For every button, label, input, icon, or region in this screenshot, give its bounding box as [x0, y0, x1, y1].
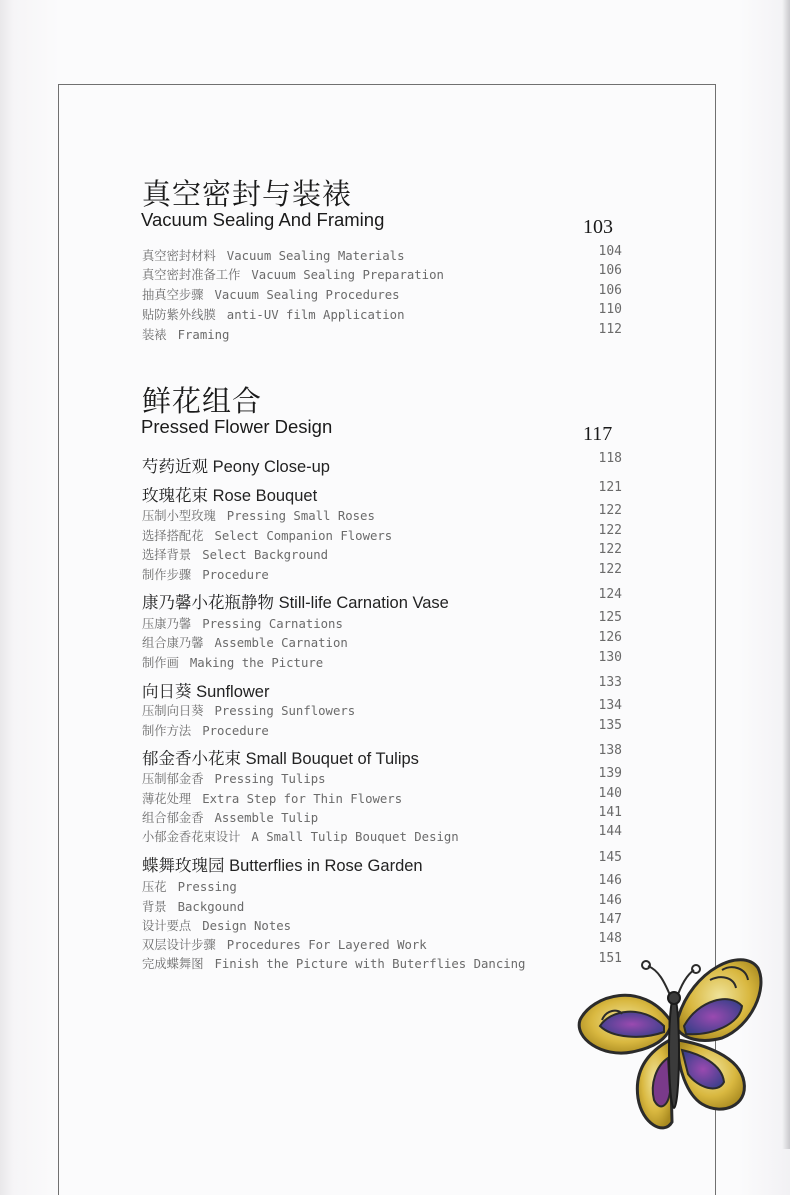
- toc-entry[interactable]: [142, 633, 348, 651]
- toc-entry[interactable]: [142, 653, 323, 671]
- toc-entry[interactable]: [142, 789, 402, 807]
- entry-en: Select Companion Flowers: [214, 529, 393, 543]
- section-title-en: Pressed Flower Design: [141, 416, 333, 437]
- entry-page: 147: [598, 912, 622, 927]
- entry-cn: 压制向日葵: [142, 704, 204, 718]
- toc-entry[interactable]: [142, 545, 328, 563]
- entry-en: Procedure: [202, 568, 269, 582]
- entry-cn: 完成蝶舞图: [142, 957, 204, 971]
- entry-cn: 压花: [142, 880, 167, 894]
- entry-cn: 双层设计步骤: [142, 938, 216, 952]
- entry-cn: 制作步骤: [142, 568, 192, 582]
- entry-en: Extra Step for Thin Flowers: [202, 792, 403, 806]
- entry-en: Vacuum Sealing Procedures: [214, 288, 400, 302]
- toc-entry[interactable]: [142, 265, 444, 283]
- entry-en: Design Notes: [202, 919, 292, 933]
- entry-en: Pressing Carnations: [202, 617, 343, 631]
- toc-entry[interactable]: [142, 721, 269, 739]
- toc-entry[interactable]: [142, 246, 404, 264]
- entry-cn: 真空密封准备工作: [142, 268, 241, 282]
- entry-cn: 抽真空步骤: [142, 288, 204, 302]
- entry-en: Procedures For Layered Work: [226, 938, 427, 952]
- entry-cn: 选择搭配花: [142, 529, 204, 543]
- entry-en: Pressing Small Roses: [226, 509, 375, 523]
- entry-cn: 薄花处理: [142, 792, 192, 806]
- entry-en: A Small Tulip Bouquet Design: [251, 830, 459, 844]
- entry-page: 148: [598, 931, 622, 946]
- topic-page: 124: [598, 587, 622, 602]
- toc-entry[interactable]: [142, 506, 375, 524]
- entry-en: Backgound: [177, 900, 245, 914]
- entry-cn: 压制小型玫瑰: [142, 509, 216, 523]
- entry-page: 122: [598, 562, 622, 577]
- entry-en: Select Background: [202, 548, 329, 562]
- section-title-en: Vacuum Sealing And Framing: [141, 209, 385, 230]
- entry-cn: 压康乃馨: [142, 617, 192, 631]
- entry-en: Vacuum Sealing Preparation: [251, 268, 444, 282]
- toc-entry[interactable]: [142, 827, 459, 845]
- entry-en: Procedure: [202, 724, 269, 738]
- entry-page: 146: [598, 873, 622, 888]
- toc-entry[interactable]: [142, 614, 343, 632]
- toc-topic[interactable]: 玫瑰花束 Rose Bouquet: [142, 487, 318, 505]
- entry-page: 151: [598, 951, 622, 966]
- entry-page: 130: [598, 650, 622, 665]
- toc-entry[interactable]: [142, 285, 400, 303]
- toc-entry[interactable]: [142, 877, 237, 895]
- entry-cn: 背景: [142, 900, 167, 914]
- toc-topic[interactable]: 康乃馨小花瓶静物 Still-life Carnation Vase: [142, 594, 449, 612]
- entry-cn: 小郁金香花束设计: [142, 830, 241, 844]
- entry-page: 125: [598, 610, 622, 625]
- toc-topic[interactable]: 芍药近观 Peony Close-up: [142, 458, 330, 476]
- entry-cn: 制作画: [142, 656, 179, 670]
- entry-page: 122: [598, 503, 622, 518]
- toc-entry[interactable]: [142, 769, 326, 787]
- topic-page: 145: [598, 850, 622, 865]
- toc-topic[interactable]: 郁金香小花束 Small Bouquet of Tulips: [142, 750, 419, 768]
- entry-page: 110: [598, 302, 622, 317]
- entry-en: Assemble Carnation: [214, 636, 348, 650]
- entry-en: Pressing Tulips: [214, 772, 326, 786]
- entry-page: 112: [598, 322, 622, 337]
- toc-entry[interactable]: [142, 325, 229, 343]
- section-title-cn: 真空密封与装裱: [142, 177, 353, 211]
- entry-en: Pressing Sunflowers: [214, 704, 356, 718]
- entry-en: Vacuum Sealing Materials: [226, 249, 405, 263]
- entry-page: 126: [598, 630, 622, 645]
- entry-page: 104: [598, 244, 622, 259]
- toc-entry[interactable]: [142, 897, 244, 915]
- section-page-number: 103: [583, 216, 613, 238]
- topic-page: 133: [598, 675, 622, 690]
- topic-page: 121: [598, 480, 622, 495]
- entry-page: 146: [598, 893, 622, 908]
- toc-entry[interactable]: [142, 808, 318, 826]
- entry-page: 134: [598, 698, 622, 713]
- entry-cn: 选择背景: [142, 548, 192, 562]
- entry-page: 135: [598, 718, 622, 733]
- entry-page: 144: [598, 824, 622, 839]
- topic-page: 118: [598, 451, 622, 466]
- entry-cn: 装裱: [142, 328, 167, 342]
- toc-entry[interactable]: [142, 954, 525, 972]
- entry-en: anti-UV film Application: [226, 308, 405, 322]
- toc-entry[interactable]: [142, 916, 291, 934]
- toc-topic[interactable]: 向日葵 Sunflower: [142, 683, 270, 701]
- entry-page: 139: [598, 766, 622, 781]
- entry-page: 141: [598, 805, 622, 820]
- entry-page: 122: [598, 523, 622, 538]
- entry-cn: 设计要点: [142, 919, 192, 933]
- entry-cn: 压制郁金香: [142, 772, 204, 786]
- toc-entry[interactable]: [142, 305, 404, 323]
- entry-cn: 制作方法: [142, 724, 192, 738]
- entry-cn: 贴防紫外线膜: [142, 308, 216, 322]
- entry-en: Pressing: [177, 880, 237, 894]
- entry-page: 106: [598, 263, 622, 278]
- entry-en: Making the Picture: [189, 656, 324, 670]
- toc-entry[interactable]: [142, 565, 269, 583]
- section-page-number: 117: [583, 423, 613, 445]
- topic-page: 138: [598, 743, 622, 758]
- section-title-cn: 鲜花组合: [142, 384, 263, 418]
- entry-page: 140: [598, 786, 622, 801]
- entry-page: 106: [598, 283, 622, 298]
- toc-topic[interactable]: 蝶舞玫瑰园 Butterflies in Rose Garden: [142, 857, 423, 875]
- butterfly-icon: [572, 940, 768, 1146]
- book-spine-shadow: [782, 0, 790, 1149]
- toc-entry[interactable]: [142, 526, 392, 544]
- entry-en: Assemble Tulip: [214, 811, 319, 825]
- toc-entry[interactable]: [142, 935, 427, 953]
- entry-page: 122: [598, 542, 622, 557]
- entry-en: Framing: [177, 328, 230, 342]
- entry-en: Finish the Picture with Buterflies Dancing: [214, 957, 526, 971]
- entry-cn: 真空密封材料: [142, 249, 216, 263]
- entry-cn: 组合郁金香: [142, 811, 204, 825]
- toc-entry[interactable]: [142, 701, 355, 719]
- entry-cn: 组合康乃馨: [142, 636, 204, 650]
